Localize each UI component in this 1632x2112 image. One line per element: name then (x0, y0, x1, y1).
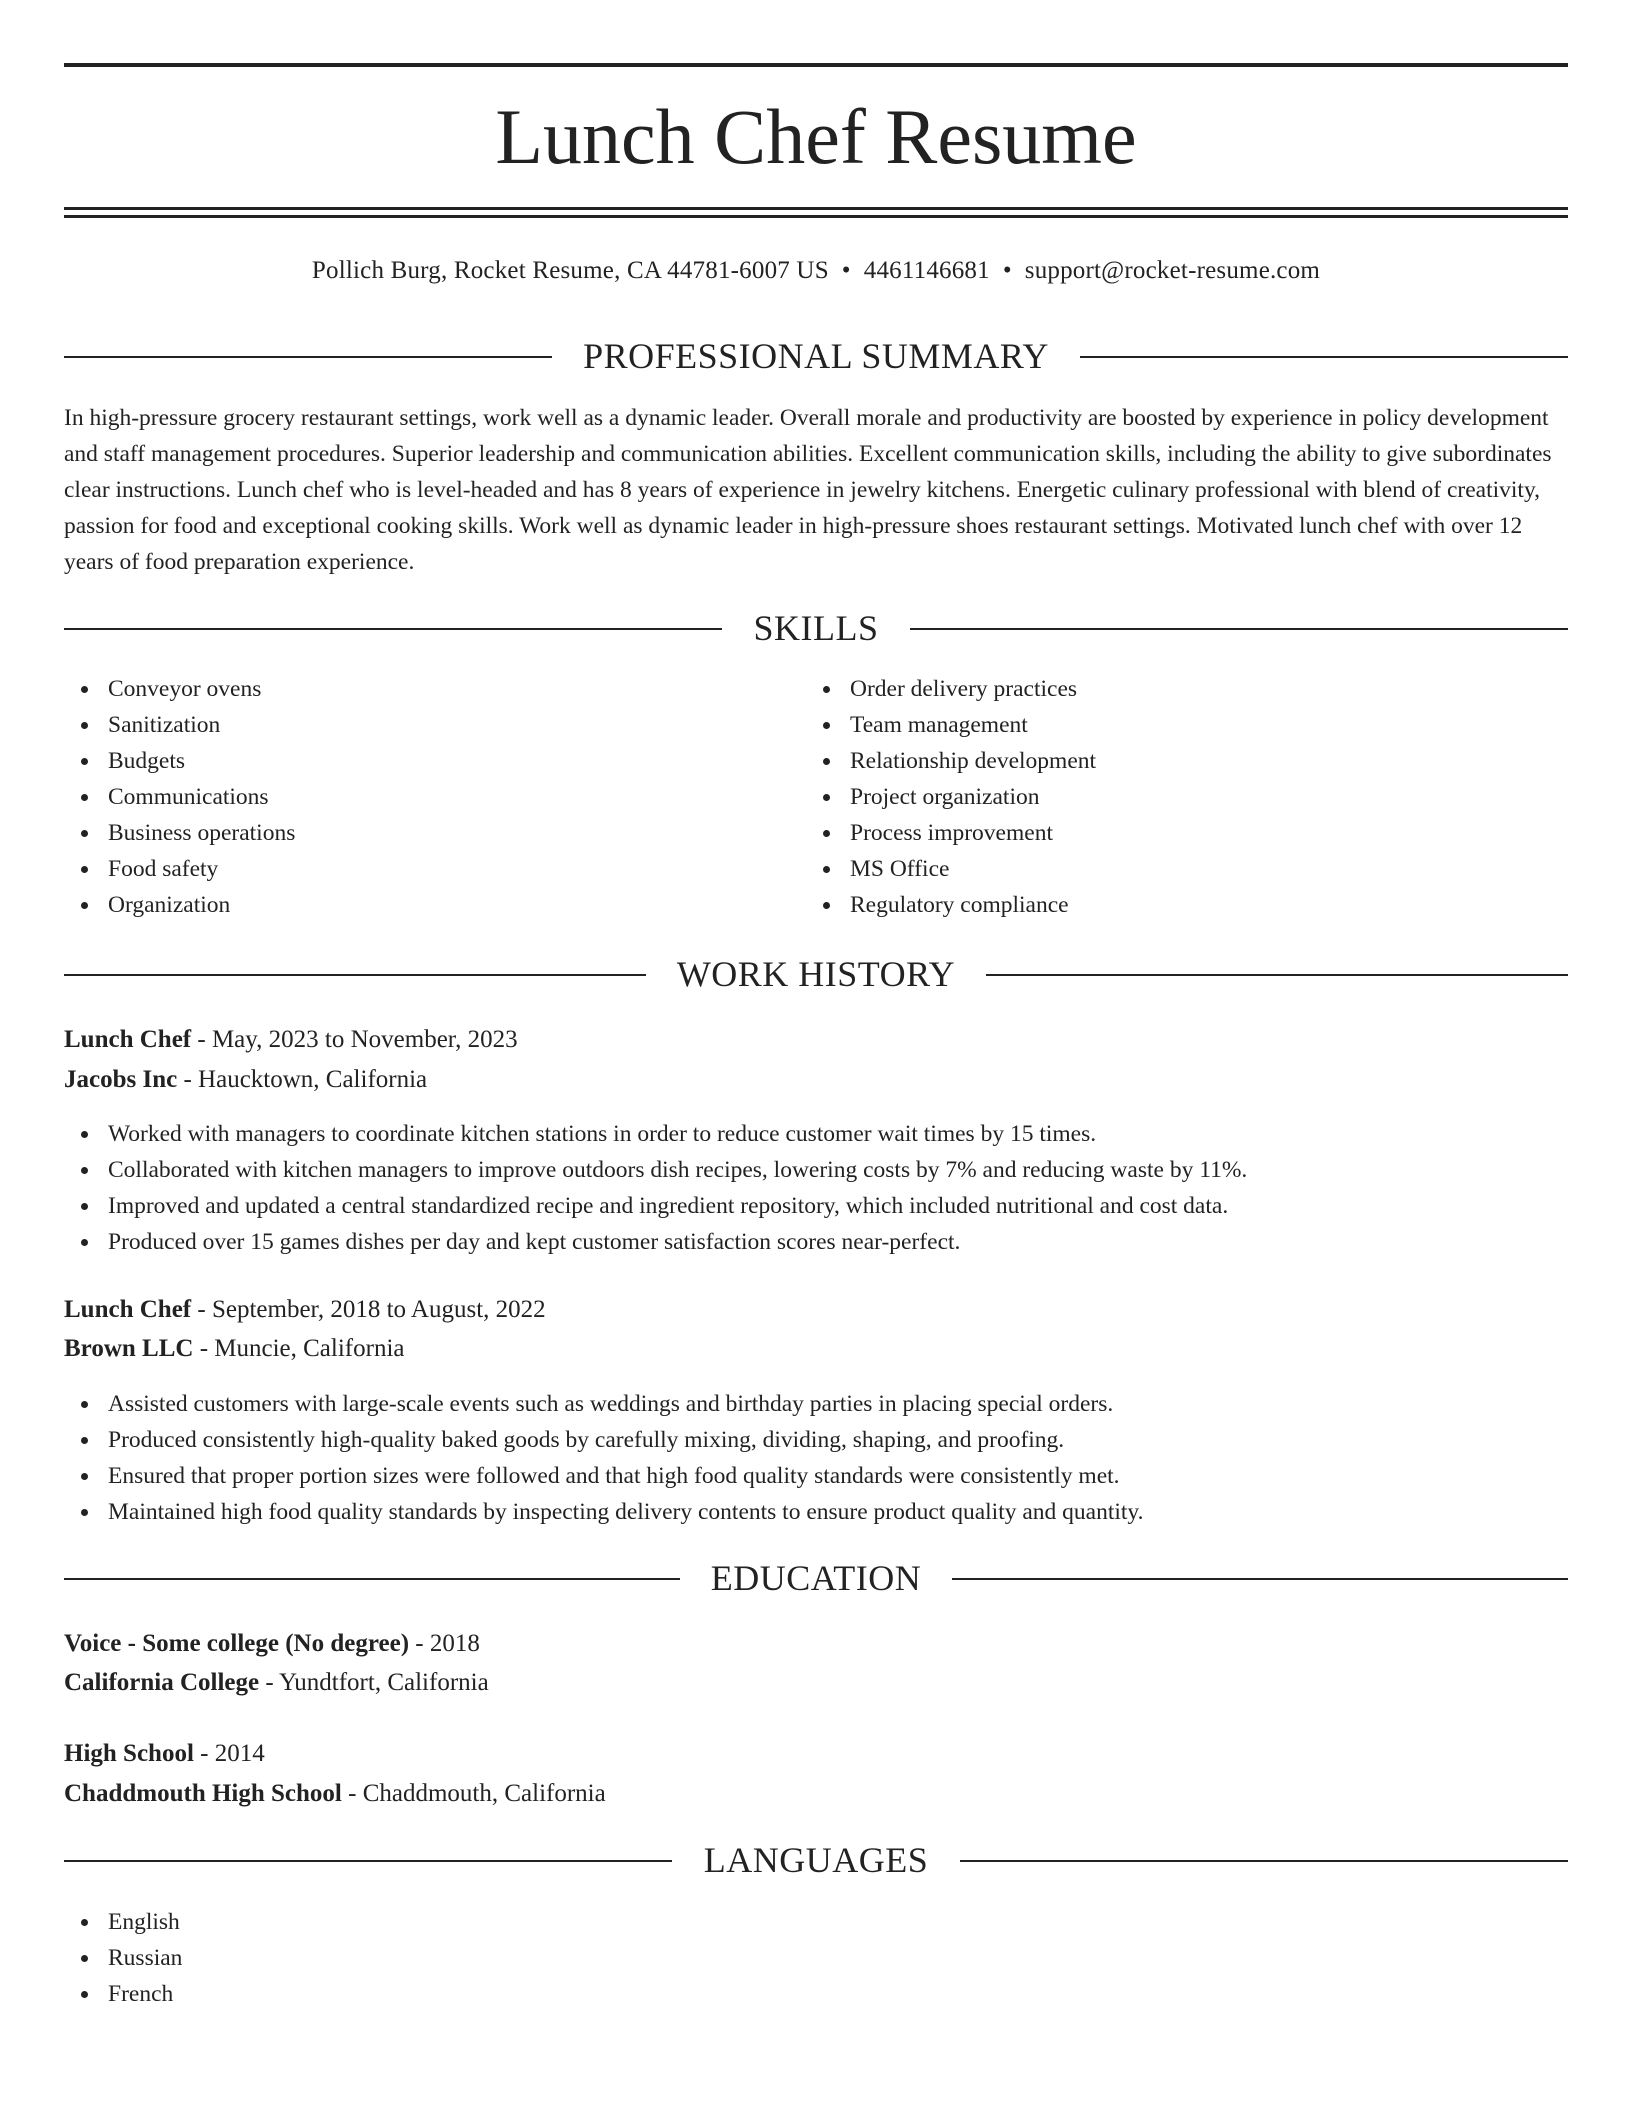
job-bullet: Improved and updated a central standardized recipe and ingredient repository, which included nutritional and cost data. (64, 1188, 1568, 1224)
job-bullet: Assisted customers with large-scale events such as weddings and birthday parties in placing special orders. (64, 1386, 1568, 1422)
job-bullet: Worked with managers to coordinate kitchen stations in order to reduce customer wait times by 15 times. (64, 1116, 1568, 1152)
contact-address: Pollich Burg, Rocket Resume, CA 44781-6007 US (311, 257, 829, 284)
job-dates: - May, 2023 to November, 2023 (191, 1026, 518, 1053)
job-company-line (64, 1061, 1568, 1099)
contact-phone: 4461146681 (863, 257, 990, 284)
job-company: Brown LLC (64, 1335, 194, 1362)
section-header-work (64, 952, 1568, 996)
title-double-rule-upper (64, 207, 1568, 210)
job-company: Jacobs Inc (64, 1066, 178, 1093)
skill-item: Process improvement (806, 815, 1506, 851)
section-header-education (64, 1556, 1568, 1600)
contact-line (64, 255, 1568, 287)
language-item: English (64, 1904, 764, 1940)
education-location: - Chaddmouth, California (341, 1780, 606, 1807)
education-school-line (64, 1775, 1568, 1813)
skill-item: Organization (64, 887, 764, 923)
language-item: French (64, 1976, 764, 2012)
contact-separator: • (841, 257, 851, 284)
education-year: - 2018 (409, 1630, 480, 1657)
skill-item: MS Office (806, 851, 1506, 887)
skill-item: Regulatory compliance (806, 887, 1506, 923)
education-school: California College (64, 1669, 260, 1696)
section-title-languages: LANGUAGES (703, 1840, 929, 1880)
education-degree: High School (64, 1740, 194, 1767)
language-item: Russian (64, 1940, 764, 1976)
summary-paragraph: In high-pressure grocery restaurant settings, work well as a dynamic leader. Overall morale and productivity are boosted by experience in policy development and staff management procedures. Superior leadership and communication abilities. Excellent communication skills, including the ability to give subordinates clear instructions. Lunch chef who is level-headed and has 8 years of experience in jewelry kitchens. Energetic culinary professional with blend of creativity, passion for food and exceptional cooking skills. Work well as dynamic leader in high-pressure shoes restaurant settings. Motivated lunch chef with over 12 years of food preparation experience. (64, 405, 1552, 575)
skill-item: Project organization (806, 779, 1506, 815)
section-rule-right (986, 974, 1568, 976)
section-rule-right (910, 628, 1568, 630)
education-school: Chaddmouth High School (64, 1780, 342, 1807)
job-bullets (64, 1116, 1568, 1260)
languages-list (64, 1904, 764, 2012)
section-rule-right (960, 1860, 1568, 1862)
skill-item: Relationship development (806, 743, 1506, 779)
job-bullet: Ensured that proper portion sizes were followed and that high food quality standards were consistently met. (64, 1458, 1568, 1494)
section-rule-right (952, 1578, 1568, 1580)
skill-item: Food safety (64, 851, 764, 887)
job-bullet: Collaborated with kitchen managers to improve outdoors dish recipes, lowering costs by 7% and reducing waste by 11%. (64, 1152, 1568, 1188)
job-bullet: Maintained high food quality standards by inspecting delivery contents to ensure product quality and quantity. (64, 1494, 1568, 1530)
job-title-line (64, 1021, 1568, 1059)
education-year: - 2014 (193, 1740, 265, 1767)
job-company-line (64, 1330, 1568, 1368)
job-bullet: Produced over 15 games dishes per day and kept customer satisfaction scores near-perfect. (64, 1224, 1568, 1260)
job-location: - Haucktown, California (177, 1066, 428, 1093)
contact-separator: • (1002, 257, 1012, 284)
section-title-work: WORK HISTORY (676, 954, 956, 994)
skill-item: Conveyor ovens (64, 671, 764, 707)
job-title-line (64, 1291, 1568, 1329)
section-header-skills (64, 606, 1568, 650)
title-double-rule-lower (64, 215, 1568, 218)
section-header-summary (64, 334, 1568, 378)
skill-item: Budgets (64, 743, 764, 779)
skill-item: Team management (806, 707, 1506, 743)
job-location: - Muncie, California (193, 1335, 405, 1362)
section-title-education: EDUCATION (710, 1558, 922, 1598)
section-header-languages (64, 1838, 1568, 1882)
skill-item: Order delivery practices (806, 671, 1506, 707)
resume-title: Lunch Chef Resume (495, 93, 1137, 180)
job-dates: - September, 2018 to August, 2022 (191, 1296, 546, 1323)
education-school-line (64, 1664, 1568, 1702)
job-role: Lunch Chef (64, 1026, 192, 1053)
section-title-skills: SKILLS (753, 608, 879, 648)
job-bullets (64, 1386, 1568, 1530)
section-title-summary: PROFESSIONAL SUMMARY (583, 336, 1049, 376)
skill-item: Communications (64, 779, 764, 815)
skills-list-left (64, 671, 764, 923)
contact-email[interactable]: support@rocket-resume.com (1024, 257, 1321, 284)
skill-item: Business operations (64, 815, 764, 851)
job-role: Lunch Chef (64, 1296, 192, 1323)
education-degree-line (64, 1735, 1568, 1773)
education-degree-line (64, 1625, 1568, 1663)
top-rule (64, 63, 1568, 67)
skill-item: Sanitization (64, 707, 764, 743)
job-bullet: Produced consistently high-quality baked goods by carefully mixing, dividing, shaping, and proofing. (64, 1422, 1568, 1458)
education-location: - Yundtfort, California (259, 1669, 489, 1696)
section-rule-right (1080, 356, 1568, 358)
education-degree: Voice - Some college (No degree) (64, 1630, 410, 1657)
skills-list-right (806, 671, 1506, 923)
